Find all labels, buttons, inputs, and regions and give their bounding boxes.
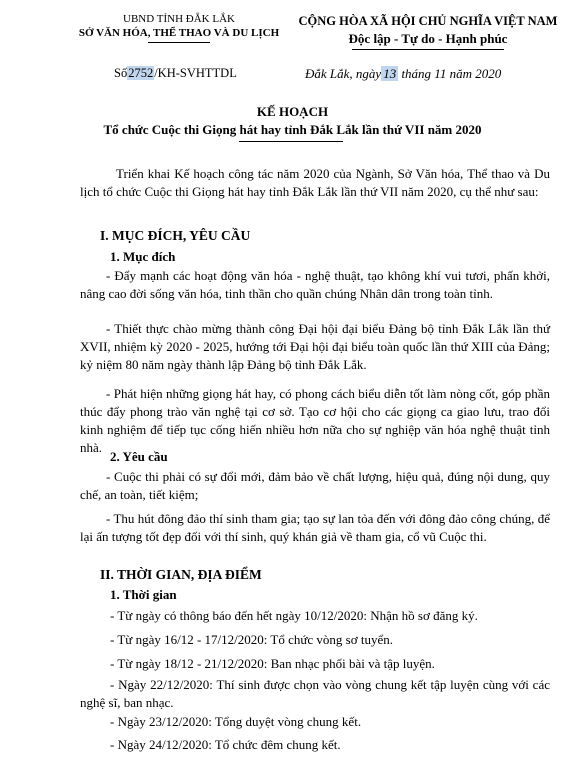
requirement-paragraph-2: - Thu hút đông đảo thí sinh tham gia; tạo sự lan tỏa đến với đông đảo công chúng, để lại ấn tượng tốt đẹp đối với thí sinh, quý khán giả về tham gia, cổ vũ Cuộc thi. <box>80 511 550 544</box>
purpose-paragraph-3: - Phát hiện những giọng hát hay, có phong cách biểu diễn tốt làm nòng cốt, góp phần thúc đẩy phong trào văn nghệ tại cơ sở. Tạo cơ hội cho các giọng ca giao lưu, trao đổi kinh nghiệm để tiếp tục cống hiến nhiều hơn nữa cho sự nghiệp văn hóa nghệ thuật tỉnh nhà. <box>80 386 550 455</box>
doc-number-prefix: Số <box>114 66 128 80</box>
org-line-2: SỞ VĂN HÓA, THỂ THAO VÀ DU LỊCH <box>78 27 280 39</box>
purpose-paragraph-1: - Đẩy mạnh các hoạt động văn hóa - nghệ thuật, tạo không khí vui tươi, phấn khởi, nâng cao đời sống văn hóa, tinh thần cho quần chúng Nhân dân trong toàn tỉnh. <box>80 268 550 301</box>
intro-paragraph: Triển khai Kế hoạch công tác năm 2020 của Ngành, Sở Văn hóa, Thể thao và Du lịch tổ chức Cuộc thi Giọng hát hay tỉnh Đắk Lắk lần thứ VII năm 2020, cụ thể như sau: <box>80 166 550 199</box>
doc-number-suffix: /KH-SVHTTDL <box>154 66 237 80</box>
document-type-title: KẾ HOẠCH <box>256 104 329 119</box>
issuing-organization <box>78 12 280 40</box>
date-suffix: tháng 11 năm 2020 <box>398 66 502 81</box>
nation-line-2: Độc lập - Tự do - Hạnh phúc <box>348 31 508 46</box>
national-motto <box>283 12 573 48</box>
date-prefix: Đắk Lắk, ngày <box>305 66 382 81</box>
date-day: 13 <box>383 66 397 81</box>
org-underline <box>148 42 210 43</box>
title-underline <box>239 141 343 142</box>
nation-line-1: CỘNG HÒA XÃ HỘI CHỦ NGHĨA VIỆT NAM <box>298 14 558 28</box>
schedule-item: - Từ ngày có thông báo đến hết ngày 10/12/2020: Nhận hồ sơ đăng ký. <box>110 608 478 623</box>
section-1-sub-2: 2. Yêu cầu <box>110 449 168 464</box>
section-1-heading: I. MỤC ĐÍCH, YÊU CẦU <box>100 228 251 243</box>
purpose-paragraph-2: - Thiết thực chào mừng thành công Đại hội đại biểu Đảng bộ tỉnh Đắk Lắk lần thứ XVII, nhiệm kỳ 2020 - 2025, hướng tới Đại hội đại biểu toàn quốc lần thứ XIII của Đảng; kỷ niệm 80 năm ngày thành lập Đảng bộ tỉnh Đắk Lắk. <box>80 321 550 372</box>
schedule-item: - Từ ngày 18/12 - 21/12/2020: Ban nhạc phối bài và tập luyện. <box>110 656 435 671</box>
document-date <box>305 66 501 82</box>
document-number <box>114 66 237 81</box>
section-2-heading: II. THỜI GIAN, ĐỊA ĐIỂM <box>100 567 262 582</box>
schedule-item: - Ngày 24/12/2020: Tổ chức đêm chung kết. <box>110 737 341 752</box>
schedule-item: - Ngày 22/12/2020: Thí sinh được chọn vào vòng chung kết tập luyện cùng với các nghệ sĩ, ban nhạc. <box>80 677 550 710</box>
motto-underline <box>352 49 504 50</box>
schedule-item: - Ngày 23/12/2020: Tổng duyệt vòng chung kết. <box>110 714 362 729</box>
section-2-sub-1: 1. Thời gian <box>110 587 177 602</box>
requirement-paragraph-1: - Cuộc thi phải có sự đổi mới, đảm bảo về chất lượng, hiệu quả, đúng nội dung, quy chế, an toàn, tiết kiệm; <box>80 469 550 502</box>
org-line-1: UBND TỈNH ĐẮK LẮK <box>123 13 235 25</box>
doc-number-value: 2752 <box>128 66 154 80</box>
schedule-item: - Từ ngày 16/12 - 17/12/2020: Tổ chức vòng sơ tuyển. <box>110 632 393 647</box>
document-subject-title: Tổ chức Cuộc thi Giọng hát hay tỉnh Đắk Lắk lần thứ VII năm 2020 <box>103 122 482 137</box>
section-1-sub-1: 1. Mục đích <box>110 249 176 264</box>
